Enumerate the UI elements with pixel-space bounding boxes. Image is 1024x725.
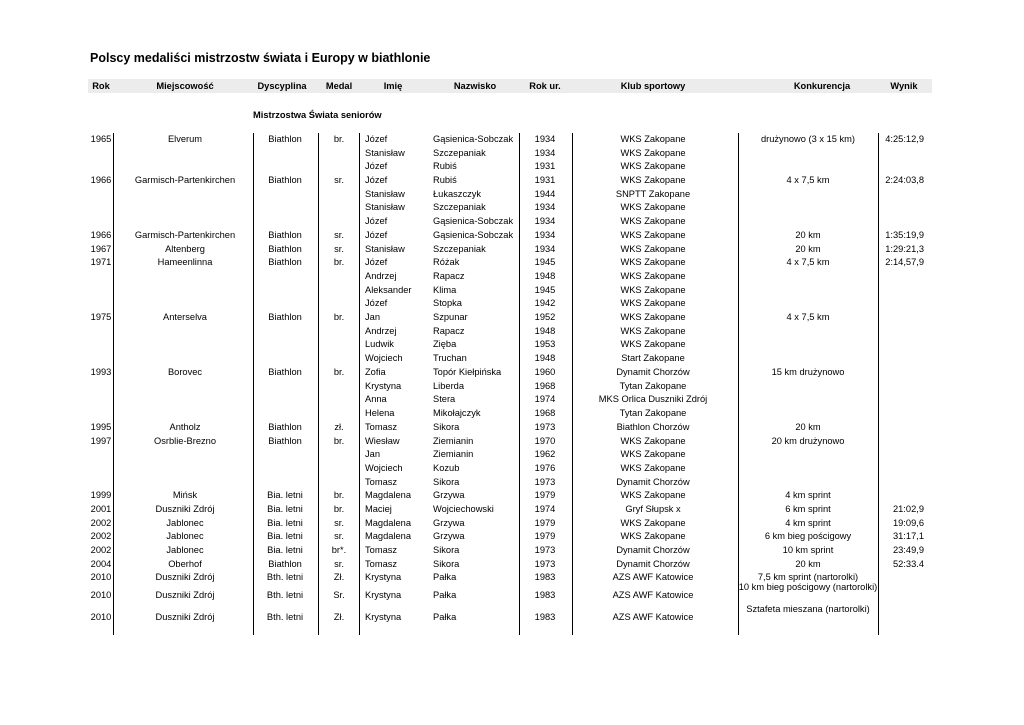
cell-club: Start Zakopane [621,353,685,363]
cell-birth-year: 1934 [534,134,556,144]
cell-first-name: Tomasz [365,559,398,569]
cell-birth-year: 1944 [534,189,556,199]
header-place: Miejscowość [156,81,214,91]
cell-year: 2001 [90,504,112,514]
header-birth-year: Rok ur. [529,81,561,91]
cell-medal: br. [333,257,345,267]
cell-club: WKS Zakopane [620,490,686,500]
cell-discipline: Bia. letni [267,531,303,541]
cell-place: Osrblie-Brezno [153,436,217,446]
cell-discipline: Bth. letni [266,572,304,582]
cell-club: Tytan Zakopane [619,408,687,418]
cell-birth-year: 1968 [534,408,556,418]
cell-birth-year: 1945 [534,257,556,267]
cell-first-name: Józef [365,298,388,308]
cell-first-name: Magdalena [365,518,412,528]
cell-club: WKS Zakopane [620,531,686,541]
cell-first-name: Aleksander [365,285,412,295]
cell-medal: sr. [334,559,344,569]
cell-birth-year: 1953 [534,339,556,349]
cell-result: 21:02,9 [892,504,924,514]
cell-surname: Stera [433,394,456,404]
cell-club: WKS Zakopane [620,148,686,158]
cell-event: 6 km bieg pościgowy [764,531,852,541]
cell-result: 52:33.4 [892,559,924,569]
header-year: Rok [92,81,110,91]
cell-medal: br*. [331,545,347,555]
cell-discipline: Biathlon [268,559,302,569]
cell-club: WKS Zakopane [620,326,686,336]
cell-surname: Ziemianin [433,436,474,446]
cell-club: AZS AWF Katowice [612,590,694,600]
cell-place: Borovec [167,367,203,377]
cell-medal: Zł. [333,572,345,582]
cell-first-name: Stanisław [365,189,405,199]
cell-first-name: Helena [365,408,395,418]
cell-club: WKS Zakopane [620,230,686,240]
cell-year: 1967 [90,244,112,254]
cell-first-name: Andrzej [365,271,397,281]
cell-surname: Szczepaniak [433,202,486,212]
cell-medal: sr. [334,244,344,254]
cell-year: 1971 [90,257,112,267]
cell-first-name: Jan [365,449,380,459]
cell-birth-year: 1979 [534,531,556,541]
cell-first-name: Jan [365,312,380,322]
cell-first-name: Wojciech [365,463,403,473]
cell-surname: Pałka [433,612,457,622]
cell-first-name: Stanisław [365,148,405,158]
cell-first-name: Józef [365,175,388,185]
cell-year: 1966 [90,230,112,240]
cell-medal: sr. [334,518,344,528]
cell-birth-year: 1974 [534,394,556,404]
cell-surname: Sikora [433,545,460,555]
cell-first-name: Józef [365,216,388,226]
cell-birth-year: 1931 [534,161,556,171]
cell-first-name: Józef [365,230,388,240]
cell-club: WKS Zakopane [620,312,686,322]
cell-birth-year: 1979 [534,518,556,528]
cell-year: 1966 [90,175,112,185]
cell-year: 2002 [90,518,112,528]
cell-place: Garmisch-Partenkirchen [134,175,236,185]
cell-event: Sztafeta mieszana (nartorolki) [746,604,870,614]
cell-birth-year: 1934 [534,202,556,212]
cell-discipline: Bia. letni [267,490,303,500]
cell-surname: Grzywa [433,490,465,500]
cell-birth-year: 1973 [534,477,556,487]
cell-first-name: Andrzej [365,326,397,336]
cell-club: WKS Zakopane [620,463,686,473]
cell-year: 1993 [90,367,112,377]
cell-first-name: Wojciech [365,353,403,363]
cell-birth-year: 1974 [534,504,556,514]
cell-first-name: Józef [365,161,388,171]
cell-place: Jablonec [166,518,204,528]
cell-club: Tytan Zakopane [619,381,687,391]
cell-surname: Rapacz [433,271,465,281]
cell-surname: Rubiś [433,175,457,185]
cell-birth-year: 1973 [534,422,556,432]
cell-place: Jablonec [166,531,204,541]
cell-first-name: Krystyna [365,381,402,391]
cell-birth-year: 1931 [534,175,556,185]
cell-discipline: Biathlon [268,230,302,240]
cell-birth-year: 1934 [534,230,556,240]
cell-place: Duszniki Zdrój [155,590,215,600]
header-surname: Nazwisko [453,81,497,91]
cell-result: 4:25:12,9 [885,134,924,144]
cell-event: 15 km drużynowo [771,367,845,377]
cell-place: Anterselva [163,312,207,322]
cell-year: 2010 [90,612,112,622]
cell-birth-year: 1983 [534,612,556,622]
cell-birth-year: 1948 [534,271,556,281]
cell-first-name: Zofia [365,367,386,377]
cell-first-name: Magdalena [365,531,412,541]
cell-place: Garmisch-Partenkirchen [134,230,236,240]
cell-place: Duszniki Zdrój [155,504,215,514]
column-divider [113,133,114,635]
header-medal: Medal [325,81,353,91]
column-divider [572,133,573,635]
cell-medal: br. [333,312,345,322]
header-result: Wynik [890,81,918,91]
cell-year: 1995 [90,422,112,432]
column-divider [359,133,360,635]
cell-club: WKS Zakopane [620,271,686,281]
cell-surname: Liberda [433,381,465,391]
cell-first-name: Ludwik [365,339,394,349]
cell-surname: Pałka [433,590,457,600]
cell-event: 7,5 km sprint (nartorolki) [757,572,859,582]
cell-birth-year: 1952 [534,312,556,322]
cell-event: 4 km sprint [785,518,831,528]
cell-club: Biathlon Chorzów [616,422,690,432]
cell-surname: Ziemianin [433,449,474,459]
cell-birth-year: 1945 [534,285,556,295]
cell-medal: sr. [334,531,344,541]
cell-club: AZS AWF Katowice [612,612,694,622]
cell-place: Oberhof [168,559,202,569]
cell-surname: Pałka [433,572,457,582]
cell-surname: Gąsienica-Sobczak [433,230,514,240]
cell-result: 1:29:21,3 [885,244,924,254]
cell-result: 19:09,6 [892,518,924,528]
cell-medal: sr. [334,230,344,240]
cell-year: 2010 [90,572,112,582]
cell-place: Duszniki Zdrój [155,612,215,622]
cell-surname: Mikołajczyk [433,408,481,418]
cell-club: Dynamit Chorzów [616,545,690,555]
cell-medal: Sr. [333,590,345,600]
cell-discipline: Bia. letni [267,518,303,528]
cell-year: 1999 [90,490,112,500]
cell-club: WKS Zakopane [620,202,686,212]
cell-surname: Zięba [433,339,457,349]
cell-event: 20 km drużynowo [771,436,845,446]
cell-birth-year: 1973 [534,559,556,569]
cell-place: Antholz [169,422,201,432]
cell-discipline: Biathlon [268,175,302,185]
cell-year: 2002 [90,531,112,541]
cell-discipline: Bth. letni [266,590,304,600]
cell-event: 4 km sprint [785,490,831,500]
cell-event: 20 km [795,422,821,432]
cell-event: 6 km sprint [785,504,831,514]
cell-surname: Sikora [433,477,460,487]
cell-club: WKS Zakopane [620,285,686,295]
cell-medal: br. [333,436,345,446]
cell-surname: Wojciechowski [433,504,494,514]
cell-club: WKS Zakopane [620,339,686,349]
cell-surname: Szpunar [433,312,468,322]
cell-surname: Sikora [433,422,460,432]
cell-club: WKS Zakopane [620,436,686,446]
cell-first-name: Krystyna [365,590,402,600]
cell-result: 2:14,57,9 [885,257,924,267]
cell-birth-year: 1979 [534,490,556,500]
cell-event: 20 km [795,230,821,240]
cell-first-name: Józef [365,257,388,267]
cell-surname: Szczepaniak [433,244,486,254]
cell-club: WKS Zakopane [620,134,686,144]
cell-surname: Sikora [433,559,460,569]
cell-club: SNPTT Zakopane [615,189,691,199]
cell-club: WKS Zakopane [620,161,686,171]
cell-club: Gryf Słupsk x [625,504,681,514]
cell-event: 20 km [795,559,821,569]
cell-place: Altenberg [165,244,205,254]
cell-surname: Łukaszczyk [433,189,482,199]
cell-result: 31:17,1 [892,531,924,541]
cell-surname: Gąsienica-Sobczak [433,216,514,226]
cell-first-name: Krystyna [365,612,402,622]
cell-club: WKS Zakopane [620,244,686,254]
cell-first-name: Magdalena [365,490,412,500]
cell-club: WKS Zakopane [620,449,686,459]
cell-first-name: Tomasz [365,545,398,555]
cell-discipline: Bth. letni [266,612,304,622]
cell-surname: Gąsienica-Sobczak [433,134,514,144]
cell-discipline: Biathlon [268,257,302,267]
cell-club: WKS Zakopane [620,175,686,185]
cell-place: Mińsk [172,490,198,500]
cell-medal: sr. [334,175,344,185]
cell-place: Duszniki Zdrój [155,572,215,582]
cell-medal: zł. [334,422,344,432]
cell-discipline: Biathlon [268,422,302,432]
cell-first-name: Maciej [365,504,392,514]
cell-first-name: Krystyna [365,572,402,582]
cell-first-name: Tomasz [365,422,398,432]
cell-surname: Grzywa [433,531,465,541]
cell-first-name: Józef [365,134,388,144]
header-first-name: Imię [383,81,403,91]
cell-first-name: Stanisław [365,202,405,212]
header-discipline: Dyscyplina [257,81,307,91]
cell-club: WKS Zakopane [620,257,686,267]
column-divider [318,133,319,635]
cell-year: 2002 [90,545,112,555]
cell-birth-year: 1968 [534,381,556,391]
cell-club: Dynamit Chorzów [616,559,690,569]
cell-birth-year: 1970 [534,436,556,446]
cell-result: 2:24:03,8 [885,175,924,185]
cell-medal: br. [333,367,345,377]
cell-birth-year: 1934 [534,148,556,158]
cell-surname: Topór Kiełpińska [433,367,502,377]
cell-first-name: Stanisław [365,244,405,254]
cell-place: Elverum [167,134,203,144]
cell-event: 4 x 7,5 km [786,257,830,267]
cell-event: 10 km sprint [782,545,834,555]
cell-discipline: Biathlon [268,367,302,377]
column-divider [738,133,739,635]
cell-birth-year: 1948 [534,353,556,363]
cell-club: WKS Zakopane [620,298,686,308]
cell-year: 2010 [90,590,112,600]
cell-year: 1965 [90,134,112,144]
cell-event: 4 x 7,5 km [786,312,830,322]
cell-club: WKS Zakopane [620,518,686,528]
cell-result: 1:35:19,9 [885,230,924,240]
cell-surname: Stopka [433,298,462,308]
cell-event: 20 km [795,244,821,254]
cell-birth-year: 1983 [534,590,556,600]
cell-year: 2004 [90,559,112,569]
cell-event: 10 km bieg pościgowy (nartorolki) [738,582,878,592]
cell-club: Dynamit Chorzów [616,367,690,377]
cell-medal: Zł. [333,612,345,622]
cell-discipline: Bia. letni [267,504,303,514]
column-divider [519,133,520,635]
cell-birth-year: 1983 [534,572,556,582]
section-title: Mistrzostwa Świata seniorów [253,110,382,120]
cell-discipline: Biathlon [268,134,302,144]
cell-medal: br. [333,134,345,144]
cell-birth-year: 1962 [534,449,556,459]
cell-first-name: Tomasz [365,477,398,487]
cell-first-name: Wiesław [365,436,400,446]
cell-year: 1997 [90,436,112,446]
cell-club: Dynamit Chorzów [616,477,690,487]
cell-club: WKS Zakopane [620,216,686,226]
cell-event: drużynowo (3 x 15 km) [760,134,856,144]
cell-result: 23:49,9 [892,545,924,555]
cell-event: 4 x 7,5 km [786,175,830,185]
cell-medal: br. [333,490,345,500]
cell-discipline: Biathlon [268,436,302,446]
column-divider [878,133,879,635]
cell-birth-year: 1934 [534,216,556,226]
cell-surname: Kozub [433,463,460,473]
cell-surname: Różak [433,257,460,267]
cell-surname: Szczepaniak [433,148,486,158]
cell-birth-year: 1948 [534,326,556,336]
header-event: Konkurencja [793,81,851,91]
cell-birth-year: 1973 [534,545,556,555]
cell-medal: br. [333,504,345,514]
header-club: Klub sportowy [620,81,686,91]
page-title: Polscy medaliści mistrzostw świata i Europy w biathlonie [90,51,431,65]
cell-place: Jablonec [166,545,204,555]
cell-year: 1975 [90,312,112,322]
cell-birth-year: 1976 [534,463,556,473]
cell-discipline: Bia. letni [267,545,303,555]
cell-birth-year: 1942 [534,298,556,308]
cell-first-name: Anna [365,394,387,404]
cell-birth-year: 1960 [534,367,556,377]
cell-surname: Rapacz [433,326,465,336]
cell-place: Hameenlinna [157,257,213,267]
cell-club: MKS Orlica Duszniki Zdrój [598,394,708,404]
cell-discipline: Biathlon [268,312,302,322]
cell-surname: Truchan [433,353,467,363]
cell-discipline: Biathlon [268,244,302,254]
cell-surname: Klima [433,285,457,295]
cell-surname: Grzywa [433,518,465,528]
column-divider [253,133,254,635]
cell-surname: Rubiś [433,161,457,171]
cell-birth-year: 1934 [534,244,556,254]
cell-club: AZS AWF Katowice [612,572,694,582]
